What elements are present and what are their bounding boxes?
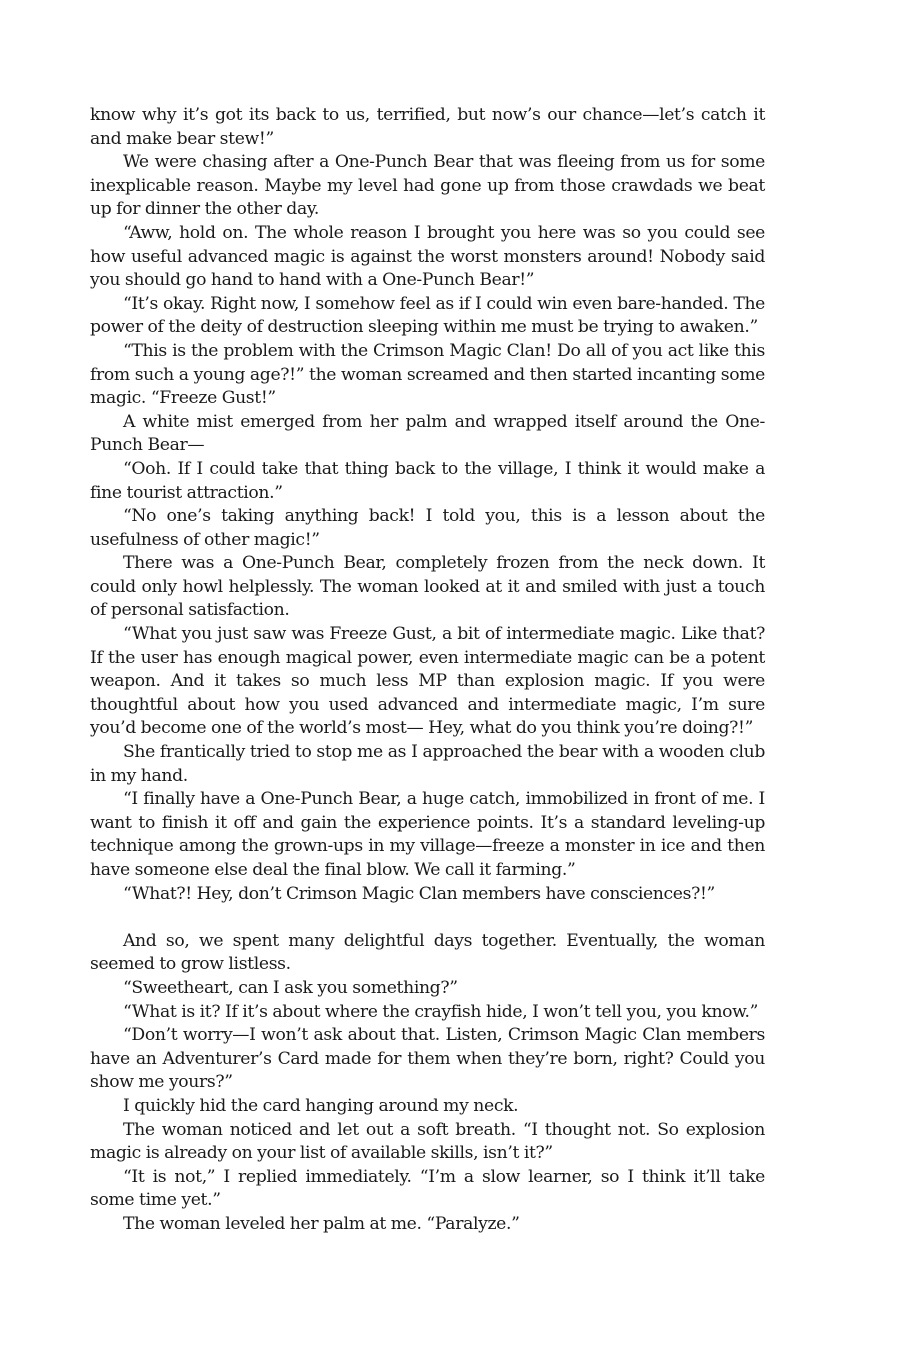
scene-break — [90, 906, 765, 930]
paragraph: The woman leveled her palm at me. “Paralyze.” — [123, 1213, 520, 1234]
paragraph: “It is not,” I replied immediately. “I’m a slow learner, so I think it’ll take some time yet.” — [90, 1166, 765, 1211]
paragraph: “Sweetheart, can I ask you something?” — [123, 977, 458, 998]
book-page — [90, 104, 765, 1237]
paragraph: “It’s okay. Right now, I somehow feel as if I could win even bare-handed. The power of the deity of destruction sleeping within me must be trying to awaken.” — [90, 293, 765, 338]
paragraph: “What?! Hey, don’t Crimson Magic Clan members have consciences?!” — [123, 883, 715, 904]
paragraph: There was a One-Punch Bear, completely frozen from the neck down. It could only howl helplessly. The woman looked at it and smiled with just a touch of personal satisfaction. — [90, 553, 765, 621]
paragraph: “Ooh. If I could take that thing back to the village, I think it would make a fine tourist attraction.” — [90, 458, 765, 503]
paragraph-continuation: know why it’s got its back to us, terrified, but now’s our chance—let’s catch it and make bear stew!” — [90, 105, 765, 149]
paragraph: “I finally have a One-Punch Bear, a huge catch, immobilized in front of me. I want to finish it off and gain the experience points. It’s a standard leveling-up technique among the grown-ups in my village—freeze a monster in ice and then have someone else deal the final blow. We call it farming.” — [90, 789, 765, 880]
paragraph: The woman noticed and let out a soft breath. “I thought not. So explosion magic is already on your list of available skills, isn’t it?” — [90, 1119, 765, 1164]
paragraph: “Don’t worry—I won’t ask about that. Listen, Crimson Magic Clan members have an Adventurer’s Card made for them when they’re born, right? Could you show me yours?” — [90, 1025, 765, 1093]
paragraph: “No one’s taking anything back! I told you, this is a lesson about the usefulness of other magic!” — [90, 506, 765, 550]
paragraph: I quickly hid the card hanging around my neck. — [123, 1095, 519, 1116]
paragraph: And so, we spent many delightful days together. Eventually, the woman seemed to grow listless. — [90, 930, 765, 975]
paragraph: We were chasing after a One-Punch Bear that was fleeing from us for some inexplicable reason. Maybe my level had gone up from those crawdads we beat up for dinner the other day. — [90, 152, 765, 220]
paragraph: She frantically tried to stop me as I approached the bear with a wooden club in my hand. — [90, 742, 765, 786]
paragraph: “What you just saw was Freeze Gust, a bit of intermediate magic. Like that? If the user has enough magical power, even intermediate magic can be a potent weapon. And it takes so much less MP than explosion magic. If you were thoughtful about how you used advanced and intermediate magic, I’m sure you’d become one of the world’s most— Hey, what do you think you’re doing?!” — [90, 624, 765, 739]
paragraph: “What is it? If it’s about where the crayfish hide, I won’t tell you, you know.” — [123, 1001, 759, 1022]
paragraph: “Aww, hold on. The whole reason I brought you here was so you could see how useful advanced magic is against the worst monsters around! Nobody said you should go hand to hand with a One-Punch Bear!” — [90, 222, 765, 291]
paragraph: A white mist emerged from her palm and wrapped itself around the One-Punch Bear— — [90, 411, 765, 456]
paragraph: “This is the problem with the Crimson Magic Clan! Do all of you act like this from such a young age?!” the woman screamed and then started incanting some magic. “Freeze Gust!” — [90, 340, 765, 409]
